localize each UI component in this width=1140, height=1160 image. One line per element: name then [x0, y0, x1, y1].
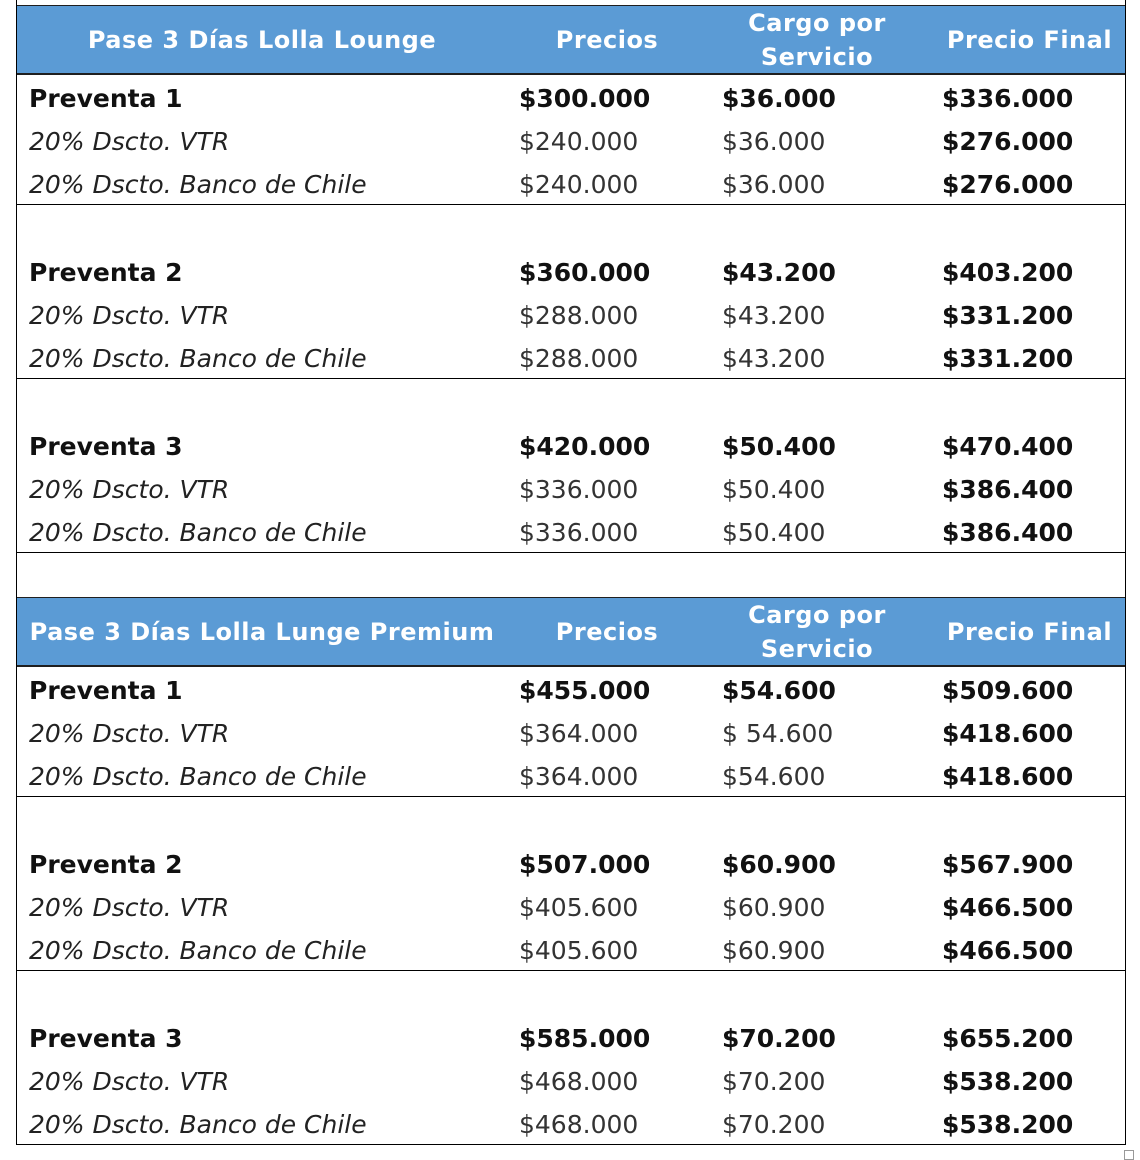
- row-label: Preventa 3: [29, 1024, 183, 1053]
- preventa-group: [17, 971, 1125, 1145]
- row-final: $466.500: [942, 893, 1074, 922]
- row-final: $331.200: [942, 301, 1074, 330]
- row-price: $364.000: [519, 762, 639, 791]
- header-pass-name: Pase 3 Días Lolla Lunge Premium: [29, 618, 495, 646]
- header-precios: Precios: [555, 618, 659, 646]
- header-pass-name: Pase 3 Días Lolla Lounge: [87, 26, 437, 54]
- row-label: 20% Dscto. VTR: [29, 475, 230, 504]
- row-final: $509.600: [942, 676, 1074, 705]
- row-fee: $50.400: [722, 432, 836, 461]
- row-final: $538.200: [942, 1067, 1074, 1096]
- row-label: Preventa 2: [29, 850, 183, 879]
- table-row: [17, 251, 1125, 294]
- header-precio-final: Precio Final: [946, 618, 1113, 646]
- row-label: 20% Dscto. Banco de Chile: [29, 762, 367, 791]
- row-fee: $70.200: [722, 1067, 826, 1096]
- row-fee: $54.600: [722, 676, 836, 705]
- row-final: $538.200: [942, 1110, 1074, 1139]
- row-price: $240.000: [519, 170, 639, 199]
- table-header: [17, 597, 1125, 667]
- row-price: $300.000: [519, 84, 651, 113]
- row-fee: $60.900: [722, 850, 836, 879]
- row-final: $336.000: [942, 84, 1074, 113]
- row-price: $468.000: [519, 1110, 639, 1139]
- row-label: 20% Dscto. VTR: [29, 301, 230, 330]
- preventa-group: [17, 379, 1125, 553]
- table-row: [17, 886, 1125, 929]
- row-label: 20% Dscto. VTR: [29, 127, 230, 156]
- row-price: $420.000: [519, 432, 651, 461]
- table-spacer: [16, 553, 1126, 597]
- row-fee: $43.200: [722, 258, 836, 287]
- row-label: 20% Dscto. Banco de Chile: [29, 936, 367, 965]
- table-row: [17, 120, 1125, 163]
- row-final: $386.400: [942, 475, 1074, 504]
- table-row: [17, 425, 1125, 468]
- row-label: Preventa 1: [29, 676, 183, 705]
- preventa-group: [17, 667, 1125, 797]
- row-fee: $36.000: [722, 170, 826, 199]
- table-row: [17, 511, 1125, 554]
- row-final: $276.000: [942, 127, 1074, 156]
- row-final: $567.900: [942, 850, 1074, 879]
- table-row: [17, 843, 1125, 886]
- row-fee: $36.000: [722, 127, 826, 156]
- row-price: $360.000: [519, 258, 651, 287]
- row-label: 20% Dscto. Banco de Chile: [29, 518, 367, 547]
- row-fee: $50.400: [722, 518, 826, 547]
- table-row: [17, 294, 1125, 337]
- price-sheet: [16, 0, 1126, 1145]
- resize-handle-icon: [1124, 1150, 1134, 1160]
- row-label: 20% Dscto. VTR: [29, 1067, 230, 1096]
- lounge-price-table: [16, 5, 1126, 553]
- row-final: $470.400: [942, 432, 1074, 461]
- row-final: $403.200: [942, 258, 1074, 287]
- row-label: 20% Dscto. VTR: [29, 719, 230, 748]
- header-precios: Precios: [555, 26, 659, 54]
- row-fee: $70.200: [722, 1024, 836, 1053]
- row-label: Preventa 2: [29, 258, 183, 287]
- table-row: [17, 468, 1125, 511]
- row-fee: $70.200: [722, 1110, 826, 1139]
- row-label: Preventa 3: [29, 432, 183, 461]
- row-final: $418.600: [942, 762, 1074, 791]
- table-row: [17, 77, 1125, 120]
- header-cargo: Cargo por Servicio: [748, 601, 886, 663]
- row-label: 20% Dscto. VTR: [29, 893, 230, 922]
- row-fee: $ 54.600: [722, 719, 834, 748]
- row-label: 20% Dscto. Banco de Chile: [29, 344, 367, 373]
- row-price: $288.000: [519, 301, 639, 330]
- row-fee: $43.200: [722, 344, 826, 373]
- row-price: $585.000: [519, 1024, 651, 1053]
- table-row: [17, 669, 1125, 712]
- row-price: $336.000: [519, 518, 639, 547]
- table-row: [17, 755, 1125, 798]
- table-row: [17, 337, 1125, 380]
- row-final: $466.500: [942, 936, 1074, 965]
- preventa-group: [17, 205, 1125, 379]
- table-row: [17, 163, 1125, 206]
- table-row: [17, 1060, 1125, 1103]
- header-cargo: Cargo por Servicio: [748, 9, 886, 71]
- row-final: $331.200: [942, 344, 1074, 373]
- row-price: $405.600: [519, 936, 639, 965]
- row-price: $364.000: [519, 719, 639, 748]
- row-final: $276.000: [942, 170, 1074, 199]
- row-fee: $54.600: [722, 762, 826, 791]
- row-fee: $60.900: [722, 936, 826, 965]
- table-row: [17, 1103, 1125, 1146]
- preventa-group: [17, 75, 1125, 205]
- row-fee: $43.200: [722, 301, 826, 330]
- table-header: [17, 5, 1125, 75]
- row-label: 20% Dscto. Banco de Chile: [29, 1110, 367, 1139]
- preventa-group: [17, 797, 1125, 971]
- row-price: $468.000: [519, 1067, 639, 1096]
- row-final: $386.400: [942, 518, 1074, 547]
- row-fee: $60.900: [722, 893, 826, 922]
- row-fee: $36.000: [722, 84, 836, 113]
- row-price: $507.000: [519, 850, 651, 879]
- row-price: $336.000: [519, 475, 639, 504]
- table-row: [17, 712, 1125, 755]
- row-label: Preventa 1: [29, 84, 183, 113]
- header-precio-final: Precio Final: [946, 26, 1113, 54]
- row-final: $655.200: [942, 1024, 1074, 1053]
- row-price: $405.600: [519, 893, 639, 922]
- row-price: $288.000: [519, 344, 639, 373]
- row-final: $418.600: [942, 719, 1074, 748]
- row-price: $455.000: [519, 676, 651, 705]
- row-fee: $50.400: [722, 475, 826, 504]
- lounge-premium-price-table: [16, 597, 1126, 1145]
- table-row: [17, 929, 1125, 972]
- row-price: $240.000: [519, 127, 639, 156]
- row-label: 20% Dscto. Banco de Chile: [29, 170, 367, 199]
- table-row: [17, 1017, 1125, 1060]
